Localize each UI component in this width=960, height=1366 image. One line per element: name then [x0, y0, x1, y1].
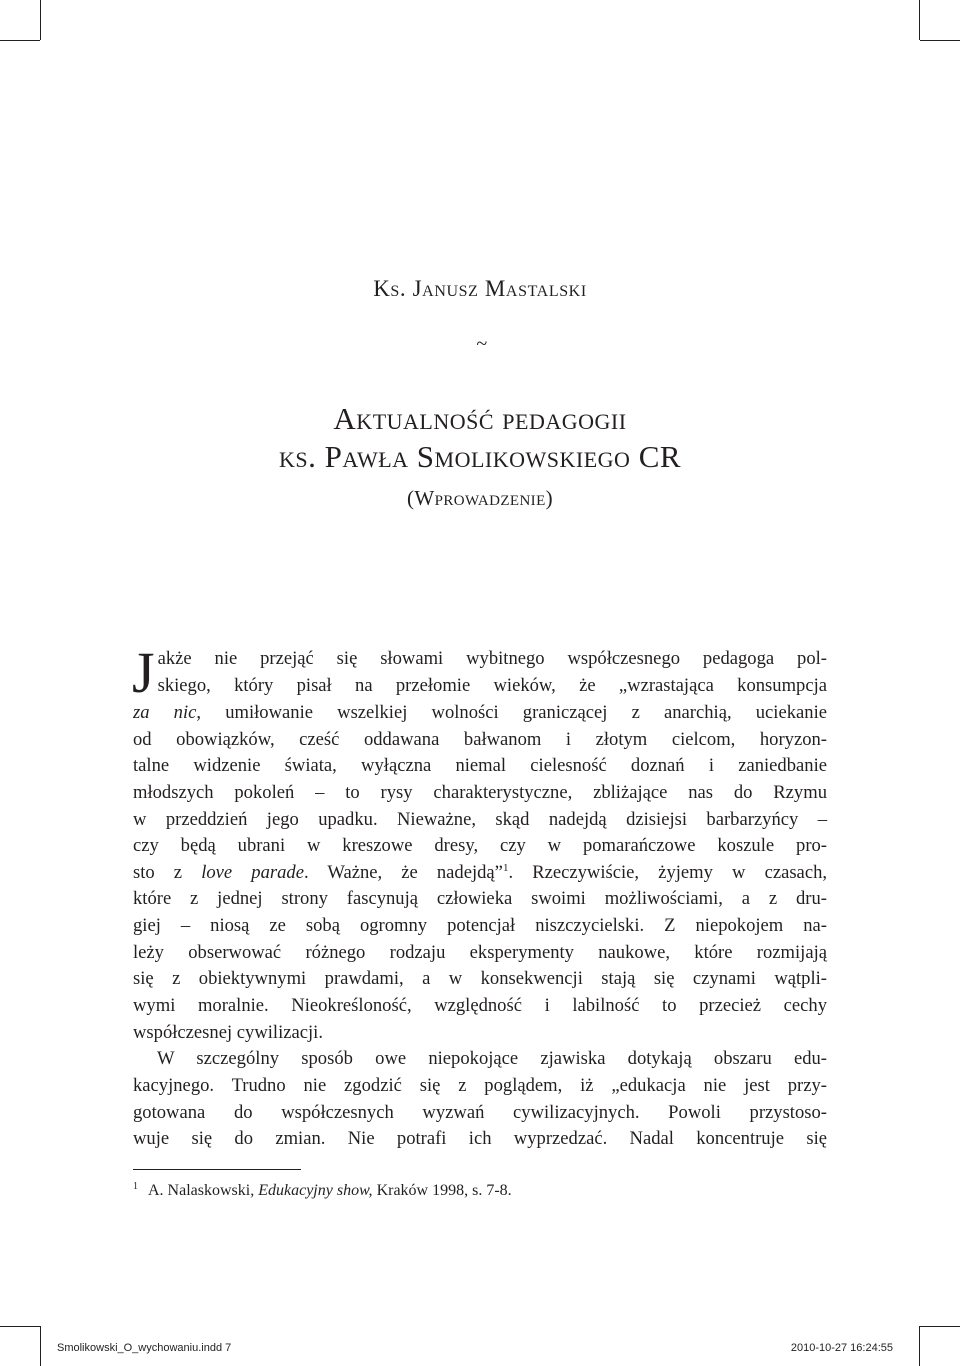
- text-line: wymi moralnie. Nieokreśloność, względność i labilność to przecież cechy: [133, 995, 827, 1017]
- text-line: akże nie przejąć się słowami wybitnego współczesnego pedagoga pol-: [157, 648, 827, 669]
- text-line: w przeddzień jego upadku. Nieważne, skąd nadejdą dzisiejsi barbarzyńcy –: [133, 808, 827, 830]
- chapter-subtitle: (Wprowadzenie): [406, 486, 554, 510]
- crop-mark: [920, 1326, 960, 1327]
- italic-phrase: za nic: [133, 702, 197, 723]
- crop-mark: [920, 40, 960, 41]
- text-line: giej – niosą ze sobą ogromny potencjał niszczycielski. Z niepokojem na-: [133, 915, 827, 937]
- text-line: się z obiektywnymi prawdami, a w konsekwencji stają się czynami wątpli-: [133, 968, 827, 990]
- footnote-number: 1: [133, 1180, 138, 1192]
- slug-filename: Smolikowski_O_wychowaniu.indd 7: [57, 1342, 232, 1354]
- body-text: [132, 640, 828, 1153]
- footnote: [133, 1182, 512, 1200]
- chapter-title-line: ks. Pawła Smolikowskiego CR: [278, 439, 682, 474]
- ornament-icon: ~: [476, 333, 484, 355]
- crop-mark: [40, 0, 41, 40]
- text-line: skiego, który pisał na przełomie wieków, że „wzrastająca konsumpcja: [157, 674, 827, 696]
- text-line: kacyjnego. Trudno nie zgodzić się z poglądem, iż „edukacja nie jest przy-: [133, 1074, 827, 1096]
- author-name: Ks. Janusz Mastalski: [373, 276, 587, 301]
- text-line: współczesnej cywilizacji.: [133, 1021, 323, 1043]
- crop-mark: [0, 1326, 40, 1327]
- text-line: które z jednej strony fascynują człowieka swoimi możliwościami, a z dru-: [133, 888, 827, 910]
- text-line: leży obserwować różnego rodzaju eksperymenty naukowe, które rozmijają: [133, 941, 827, 963]
- chapter-title-line: Aktualność pedagogii: [333, 401, 627, 436]
- slug-timestamp: 2010-10-27 16:24:55: [790, 1342, 893, 1354]
- footnote-details: Kraków 1998, s. 7-8.: [372, 1182, 512, 1199]
- text-line: młodszych pokoleń – to rysy charakterystyczne, zbliżające nas do Rzymu: [133, 781, 827, 803]
- paragraph: [133, 1046, 827, 1153]
- crop-mark: [40, 1326, 41, 1366]
- crop-mark: [919, 1326, 920, 1366]
- footnote-divider: [133, 1169, 301, 1170]
- crop-mark: [919, 0, 920, 40]
- text-line: gotowana do współczesnych wyzwań cywilizacyjnych. Powoli przystoso-: [133, 1101, 827, 1123]
- chapter-title: [0, 400, 960, 476]
- text-line: od obowiązków, cześć oddawana bałwanom i złotym cielcom, horyzon-: [133, 728, 827, 750]
- text-line: wuje się do zmian. Nie potrafi ich wyprzedzać. Nadal koncentruje się: [133, 1128, 827, 1150]
- text-line: czy będą ubrani w kreszowe dresy, czy w pomarańczowe koszule pro-: [133, 835, 827, 857]
- footnote-author: A. Nalaskowski,: [148, 1182, 259, 1199]
- footnote-reference[interactable]: 1: [502, 861, 509, 874]
- italic-phrase: love parade: [201, 861, 304, 883]
- crop-mark: [0, 40, 40, 41]
- text-line: sto z love parade. Ważne, że nadejdą”$^1$. Rzeczywiście, żyjemy w czasach,: [133, 861, 828, 883]
- footnote-work-title: Edukacyjny show,: [258, 1182, 373, 1199]
- text-line: talne widzenie świata, wyłączna niemal cielesność doznań i zaniedbanie: [133, 755, 827, 777]
- paragraph: [132, 640, 828, 1046]
- text-line: W szczególny sposób owe niepokojące zjawiska dotykają obszaru edu-: [157, 1048, 827, 1070]
- drop-cap: J: [132, 640, 155, 705]
- text-line: za nic, umiłowanie wszelkiej wolności graniczącej z anarchią, uciekanie: [133, 702, 827, 723]
